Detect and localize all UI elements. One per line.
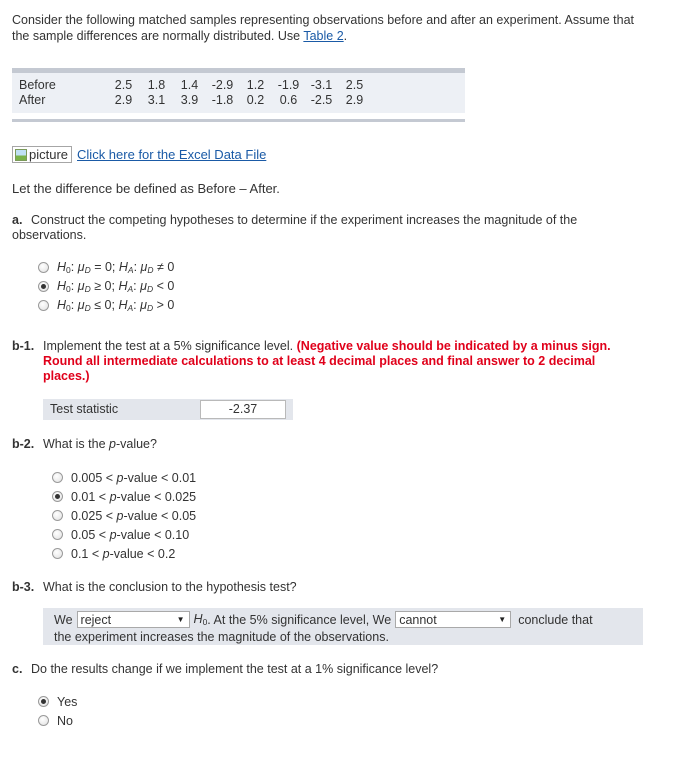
table-cell: -1.8 [211,93,234,107]
conclusion-select[interactable]: cannot ▼ [395,611,511,628]
radio-button[interactable] [38,262,49,273]
table-cell: 3.1 [147,93,166,107]
hypothesis-option-2[interactable]: $H_0$: $\mu_D \ge 0$; $H_A$: $\mu_D < 0$ [38,277,174,296]
radio-button[interactable] [52,472,63,483]
p-value-option[interactable]: 0.05 < p-value < 0.10 [52,525,196,544]
table-cell: 1.4 [180,78,199,92]
excel-data-file-link[interactable]: Click here for the Excel Data File [77,147,267,162]
rounding-instructions: (Negative value should be indicated by a minus sign. Round all intermediate calculations to at least 4 decimal places and final answer to 2 decimal places.) [43,339,611,383]
hypothesis-option-3[interactable]: $H_0$: $\mu_D \le 0$; $H_A$: $\mu_D > 0$ [38,296,174,315]
test-statistic-input[interactable]: -2.37 [200,400,286,419]
option-no[interactable]: No [38,711,77,730]
question-a: a. Construct the competing hypotheses to determine if the experiment increases the magnitude of the observations. [12,213,578,242]
p-value-option[interactable]: 0.025 < p-value < 0.05 [52,506,196,525]
option-yes[interactable]: Yes [38,692,77,711]
p-value-option[interactable]: 0.005 < p-value < 0.01 [52,468,196,487]
test-statistic-row [43,399,293,420]
radio-button-selected[interactable] [38,696,49,707]
table-cell: -3.1 [310,78,333,92]
table-2-link[interactable]: Table 2 [303,29,344,43]
radio-button[interactable] [52,548,63,559]
table-cell: 2.9 [345,93,364,107]
broken-picture [12,146,72,163]
chevron-down-icon: ▼ [498,615,507,624]
image-icon [15,149,27,161]
question-b2: b-2. What is the p-value? [12,437,157,451]
table-cell: -2.5 [310,93,333,107]
excel-file-row [12,146,266,163]
table-cell: 1.2 [246,78,265,92]
results-change-options [38,692,77,730]
p-value-option-selected[interactable]: 0.01 < p-value < 0.025 [52,487,196,506]
row-label: After [19,93,46,107]
table-row-before [12,78,465,93]
radio-button[interactable] [38,300,49,311]
row-label: Before [19,78,56,92]
chevron-down-icon: ▼ [176,615,185,624]
radio-button-selected[interactable] [38,281,49,292]
table-row-after [12,93,465,108]
conclusion-box: We reject ▼ $H_0$ . At the 5% significance level, We cannot ▼ conclude that the experiment increases the magnitude of the observations. [43,608,643,645]
hypothesis-option-1[interactable]: $H_0$: $\mu_D = 0$; $H_A$: $\mu_D \ne 0$ [38,258,174,277]
table-cell: -2.9 [211,78,234,92]
test-statistic-label: Test statistic [50,402,119,416]
table-cell: 1.8 [147,78,166,92]
intro-text: Consider the following matched samples representing observations before and after an experiment. Assume that the sample differences are normally distributed. Use Table 2. [12,13,634,43]
table-cell: 2.9 [114,93,133,107]
question-b1: b-1. Implement the test at a 5% significance level. (Negative value should be indicated by a minus sign. Round all intermediate calculations to at least 4 decimal places and final answer to 2 decimal places.) [12,339,611,383]
radio-button[interactable] [52,510,63,521]
radio-button[interactable] [38,715,49,726]
decision-select[interactable]: reject ▼ [77,611,190,628]
p-value-option[interactable]: 0.1 < p-value < 0.2 [52,544,196,563]
table-cell: -1.9 [277,78,300,92]
radio-button-selected[interactable] [52,491,63,502]
table-cell: 2.5 [114,78,133,92]
data-table [12,68,465,122]
p-value-options [52,468,196,563]
hypotheses-options [38,258,174,315]
table-cell: 0.6 [279,93,298,107]
picture-alt-text: picture [29,147,69,162]
conclusion-line-2: the experiment increases the magnitude of the observations. [54,630,389,644]
table-cell: 0.2 [246,93,265,107]
difference-definition: Let the difference be defined as Before – After. [12,181,280,196]
radio-button[interactable] [52,529,63,540]
question-b3: b-3. What is the conclusion to the hypothesis test? [12,580,297,594]
table-cell: 2.5 [345,78,364,92]
table-cell: 3.9 [180,93,199,107]
question-c: c. Do the results change if we implement the test at a 1% significance level? [12,662,439,676]
